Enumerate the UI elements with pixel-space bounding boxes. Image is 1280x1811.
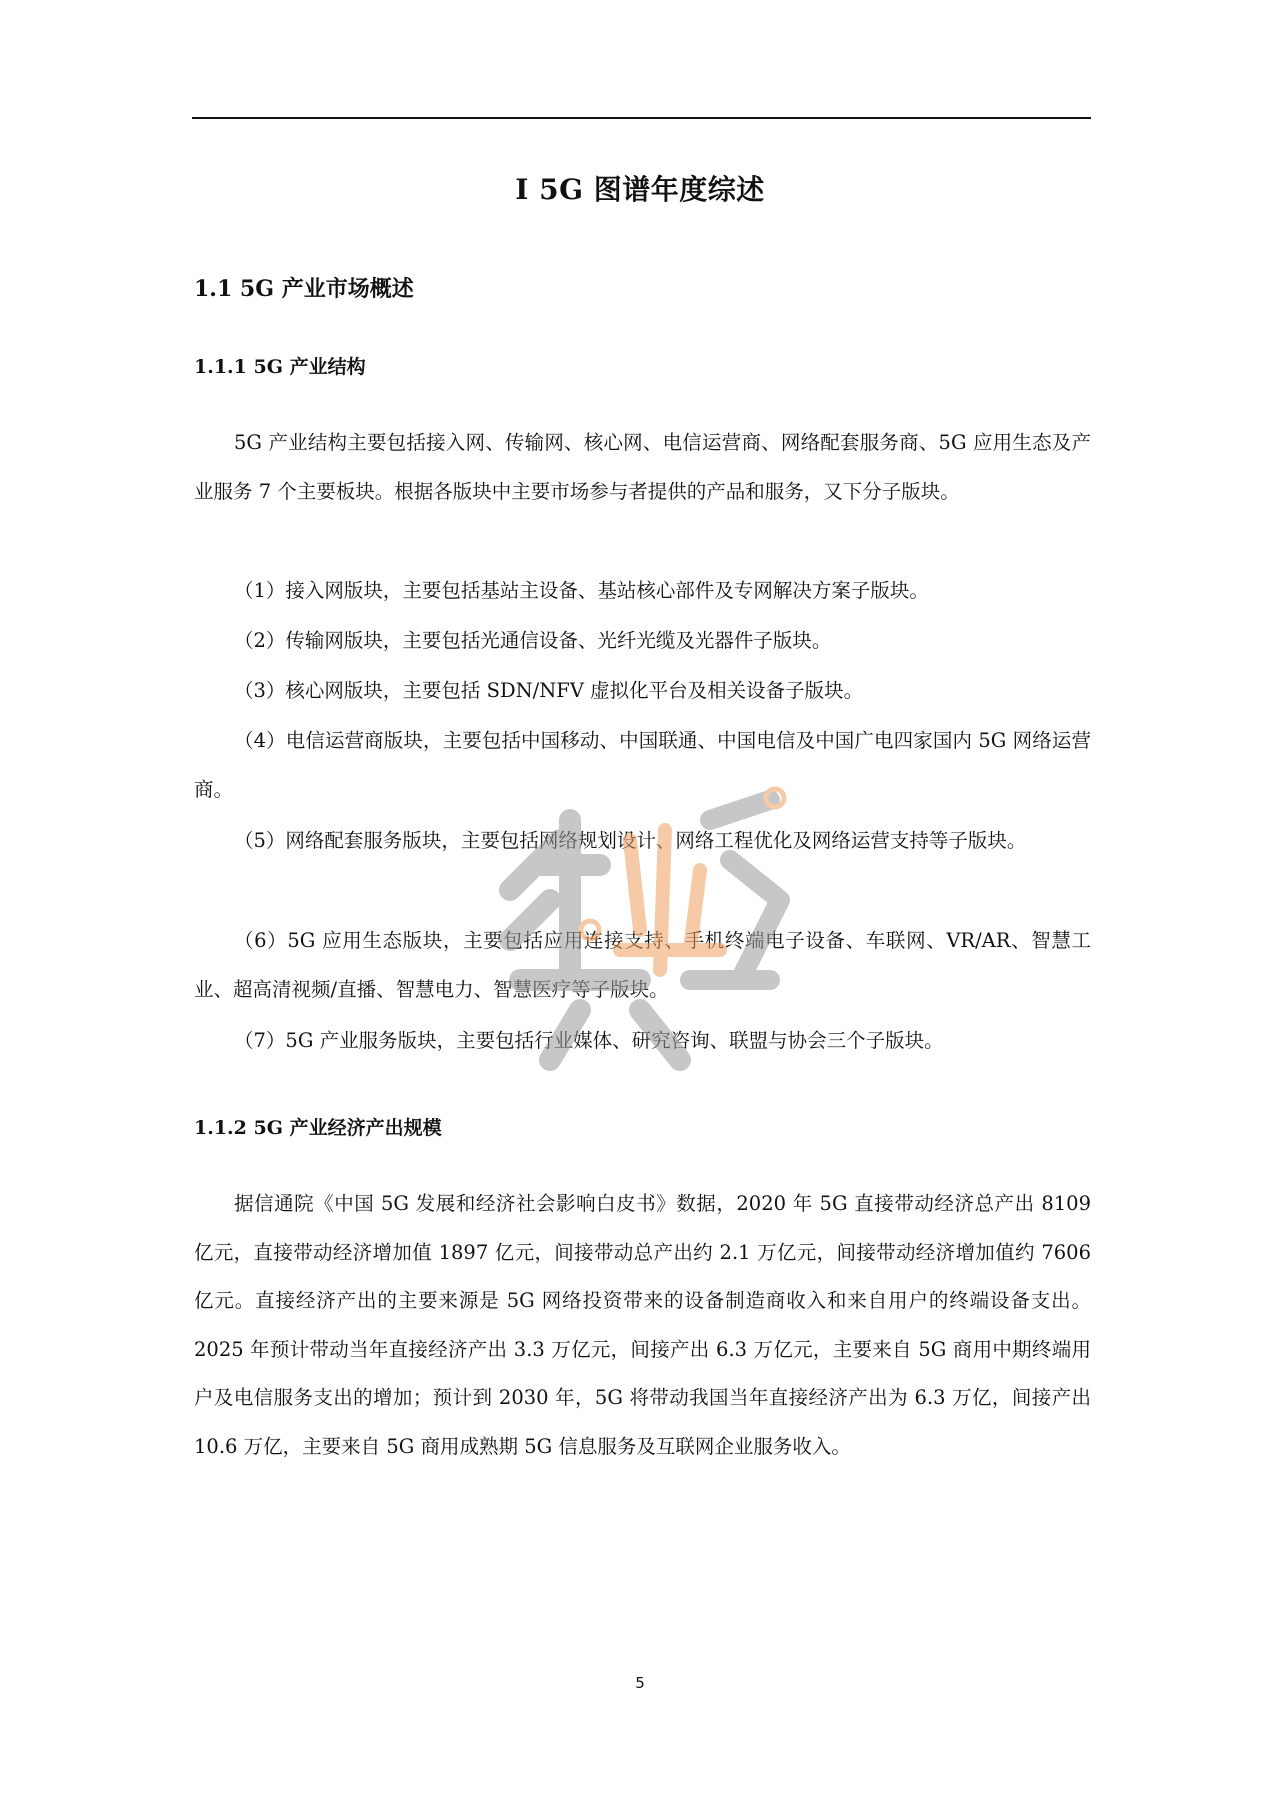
list-item: （6）5G 应用生态版块，主要包括应用连接支持、手机终端电子设备、车联网、VR/AR、智慧工业、超高清视频/直播、智慧电力、智慧医疗等子版块。 bbox=[194, 929, 1091, 1001]
logo-watermark-icon bbox=[490, 780, 800, 1080]
paragraph-economic-output: 据信通院《中国 5G 发展和经济社会影响白皮书》数据，2020 年 5G 直接带动经济总产出 8109 亿元，直接带动经济增加值 1897 亿元，间接带动总产出约 2.1 万亿元，间接带动经济增加值约 7606 亿元。直接经济产出的主要来源是 5G 网络投资带来的设备制造商收入和来自用户的终端设备支出。2025 年预计带动当年直接经济产出 3.3 万亿元，间接产出 6.3 万亿元，主要来自 5G 商用中期终端用户及电信服务支出的增加；预计到 2030 年，5G 将带动我国当年直接经济产出为 6.3 万亿，间接产出 10.6 万亿，主要来自 5G 商用成熟期 5G 信息服务及互联网企业服务收入。 bbox=[194, 1192, 1091, 1458]
section-heading: 1.1 5G 产业市场概述 bbox=[194, 276, 414, 302]
paragraph-intro: 5G 产业结构主要包括接入网、传输网、核心网、电信运营商、网络配套服务商、5G 应用生态及产业服务 7 个主要板块。根据各版块中主要市场参与者提供的产品和服务，又下分子版块。 bbox=[194, 431, 1091, 503]
list-item: （7）5G 产业服务版块，主要包括行业媒体、研究咨询、联盟与协会三个子版块。 bbox=[234, 1029, 944, 1052]
subsection-heading-1: 1.1.1 5G 产业结构 bbox=[194, 356, 366, 378]
list-item: （4）电信运营商版块，主要包括中国移动、中国联通、中国电信及中国广电四家国内 5G 网络运营商。 bbox=[194, 729, 1091, 801]
header-rule bbox=[192, 117, 1091, 119]
chapter-title: I 5G 图谱年度综述 bbox=[515, 173, 765, 206]
page-number: 5 bbox=[635, 1674, 645, 1692]
list-item: （2）传输网版块，主要包括光通信设备、光纤光缆及光器件子版块。 bbox=[234, 629, 832, 652]
list-item: （3）核心网版块，主要包括 SDN/NFV 虚拟化平台及相关设备子版块。 bbox=[234, 679, 864, 702]
subsection-heading-2: 1.1.2 5G 产业经济产出规模 bbox=[194, 1117, 442, 1139]
list-item: （5）网络配套服务版块，主要包括网络规划设计、网络工程优化及网络运营支持等子版块。 bbox=[234, 829, 1027, 852]
list-item: （1）接入网版块，主要包括基站主设备、基站核心部件及专网解决方案子版块。 bbox=[234, 579, 929, 602]
